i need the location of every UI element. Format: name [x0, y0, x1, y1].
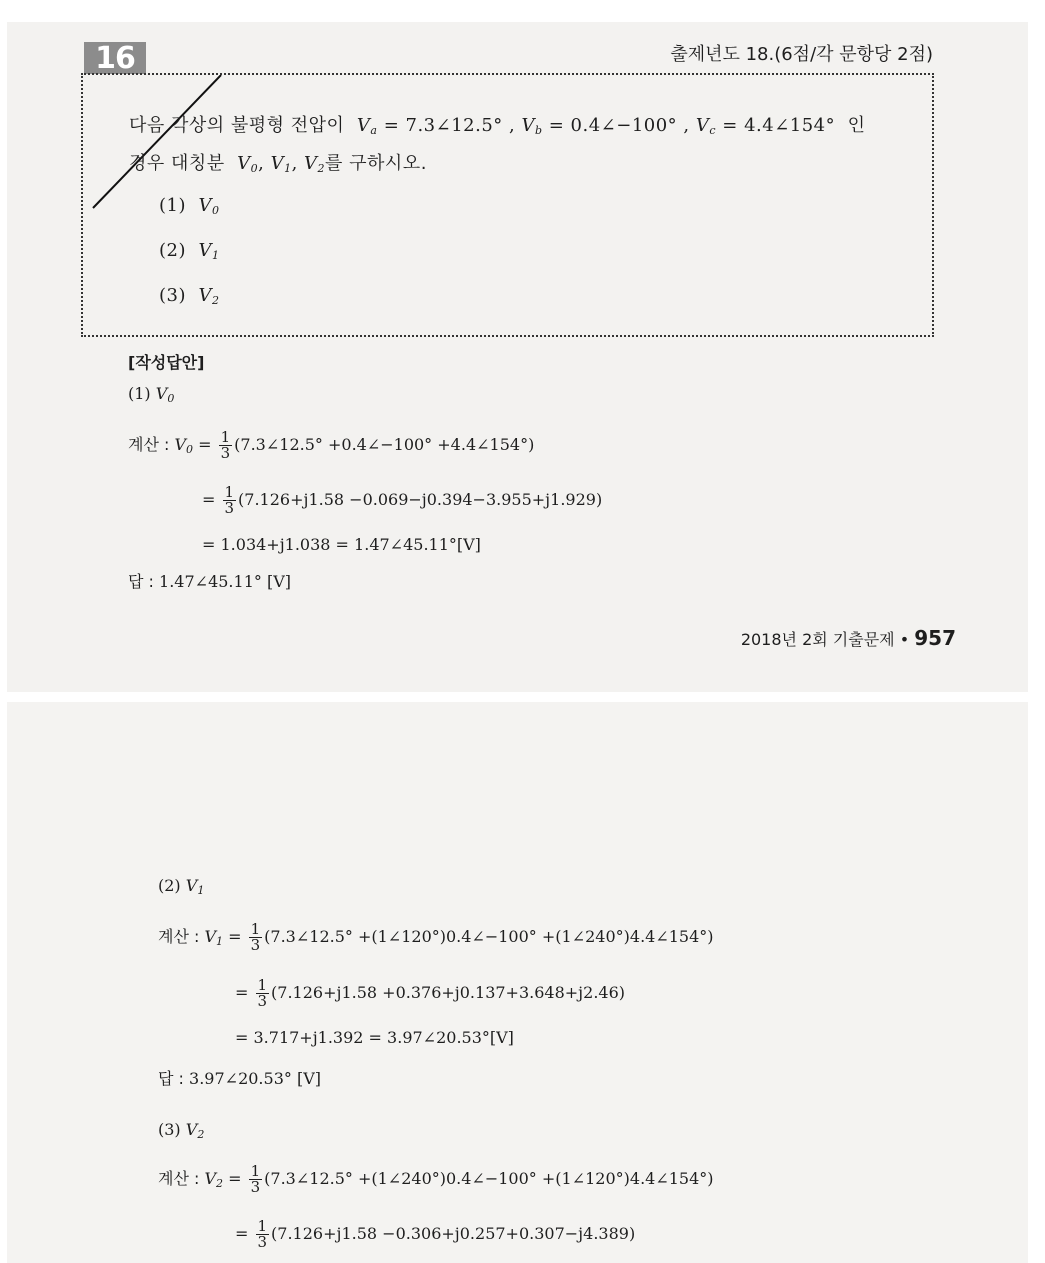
question-box — [81, 73, 934, 337]
part3-label: (3) $V_2$ — [158, 1120, 205, 1141]
part1-answer: 답 : 1.47∠45.11° [V] — [128, 572, 291, 591]
part1-label: (1) $V_0$ — [128, 384, 175, 405]
answer-heading: [작성답안] — [128, 353, 205, 372]
page-footer: 2018년 2회 기출문제 • 957 — [740, 626, 956, 650]
part2-calc-line2: = $\frac{1}{3}$ (7.126+j1.58 +0.376+j0.137+3.648+j2.46) — [235, 976, 625, 1010]
page-958 — [7, 702, 1028, 1263]
question-line-1: 다음 각상의 불평형 전압이 $V_a$ = 7.3∠12.5° , $V_b$ = 0.4∠−100° , $V_c$ = 4.4∠154° 인 — [129, 115, 866, 137]
part2-calc-line3: = 3.717+j1.392 = 3.97∠20.53°[V] — [235, 1028, 514, 1047]
question-meta: 출제년도 18.(6점/각 문항당 2점) — [670, 44, 933, 65]
strike-mark — [83, 75, 283, 215]
part2-answer: 답 : 3.97∠20.53° [V] — [158, 1069, 321, 1088]
part2-label: (2) $V_1$ — [158, 876, 205, 897]
page-957 — [7, 22, 1028, 692]
part1-calc-line1: 계산 : $V_0$ = $\frac{1}{3}$ (7.3∠12.5° +0.4∠−100° +4.4∠154°) — [128, 428, 535, 462]
question-line-2: 경우 대칭분 $V_0$, $V_1$, $V_2$를 구하시오. — [129, 153, 427, 175]
part2-calc-line1: 계산 : $V_1$ = $\frac{1}{3}$ (7.3∠12.5° +(1∠120°)0.4∠−100° +(1∠240°)4.4∠154°) — [158, 920, 714, 954]
question-item-2: (2) $V_1$ — [159, 240, 220, 262]
question-number: 16 — [84, 42, 146, 74]
part1-calc-line2: = $\frac{1}{3}$ (7.126+j1.58 −0.069−j0.394−3.955+j1.929) — [202, 483, 603, 517]
part3-calc-line1: 계산 : $V_2$ = $\frac{1}{3}$ (7.3∠12.5° +(1∠240°)0.4∠−100° +(1∠120°)4.4∠154°) — [158, 1162, 714, 1196]
part1-calc-line3: = 1.034+j1.038 = 1.47∠45.11°[V] — [202, 535, 481, 554]
part3-calc-line2: = $\frac{1}{3}$ (7.126+j1.58 −0.306+j0.257+0.307−j4.389) — [235, 1217, 636, 1251]
question-item-1: (1) $V_0$ — [159, 195, 220, 217]
page-number: 957 — [914, 626, 956, 650]
question-item-3: (3) $V_2$ — [159, 285, 220, 307]
